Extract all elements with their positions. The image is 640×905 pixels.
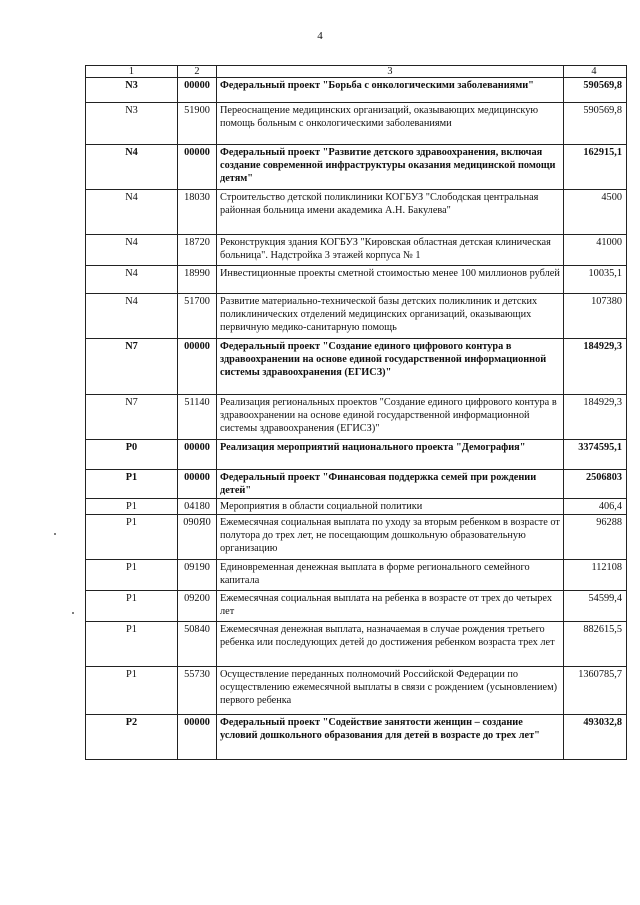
row-name-cell: Мероприятия в области социальной политики [217, 499, 564, 515]
table-row [86, 145, 627, 190]
row-subcode-cell: 51140 [178, 395, 217, 440]
row-code-cell: P1 [86, 515, 178, 560]
row-subcode-cell: 090Я0 [178, 515, 217, 560]
row-code-cell: N7 [86, 339, 178, 395]
row-subcode-cell: 00000 [178, 440, 217, 470]
table-row [86, 235, 627, 266]
row-subcode-cell: 51700 [178, 294, 217, 339]
row-amount-cell: 184929,3 [564, 395, 627, 440]
row-amount-cell: 112108 [564, 560, 627, 591]
row-name-cell: Ежемесячная денежная выплата, назначаемая в случае рождения третьего ребенка или последующих детей до достижения ребенком возраста трех лет [217, 622, 564, 667]
row-code-cell: P0 [86, 440, 178, 470]
table-row [86, 339, 627, 395]
row-name-cell: Переоснащение медицинских организаций, оказывающих медицинскую помощь больным с онкологическими заболеваниями [217, 103, 564, 145]
row-code-cell: N7 [86, 395, 178, 440]
row-amount-cell: 162915,1 [564, 145, 627, 190]
row-subcode-cell: 18720 [178, 235, 217, 266]
row-code-cell: P1 [86, 622, 178, 667]
scan-speck [54, 533, 56, 535]
table-row [86, 667, 627, 715]
row-amount-cell: 107380 [564, 294, 627, 339]
row-subcode-cell: 51900 [178, 103, 217, 145]
row-subcode-cell: 18030 [178, 190, 217, 235]
table-row [86, 266, 627, 294]
table-row [86, 190, 627, 235]
row-name-cell: Федеральный проект "Борьба с онкологическими заболеваниями" [217, 78, 564, 103]
table-row [86, 470, 627, 499]
row-amount-cell: 406,4 [564, 499, 627, 515]
row-amount-cell: 2506803 [564, 470, 627, 499]
row-amount-cell: 4500 [564, 190, 627, 235]
row-code-cell: N3 [86, 103, 178, 145]
row-name-cell: Федеральный проект "Создание единого цифрового контура в здравоохранении на основе единой государственной информационной системы здравоохранения (ЕГИСЗ)" [217, 339, 564, 395]
row-code-cell: P1 [86, 499, 178, 515]
table-row [86, 715, 627, 760]
table-row [86, 294, 627, 339]
column-header: 3 [217, 66, 564, 78]
row-code-cell: N4 [86, 190, 178, 235]
row-subcode-cell: 09190 [178, 560, 217, 591]
row-code-cell: P1 [86, 470, 178, 499]
row-subcode-cell: 00000 [178, 715, 217, 760]
row-amount-cell: 184929,3 [564, 339, 627, 395]
row-code-cell: N4 [86, 294, 178, 339]
row-amount-cell: 96288 [564, 515, 627, 560]
table-row [86, 622, 627, 667]
row-code-cell: N3 [86, 78, 178, 103]
table-row [86, 395, 627, 440]
row-subcode-cell: 50840 [178, 622, 217, 667]
row-name-cell: Ежемесячная социальная выплата по уходу за вторым ребенком в возрасте от полутора до трех лет, не посещающим дошкольную образовательную организацию [217, 515, 564, 560]
table-row [86, 103, 627, 145]
row-subcode-cell: 55730 [178, 667, 217, 715]
row-name-cell: Единовременная денежная выплата в форме регионального семейного капитала [217, 560, 564, 591]
row-name-cell: Ежемесячная социальная выплата на ребенка в возрасте от трех до четырех лет [217, 591, 564, 622]
row-code-cell: P1 [86, 667, 178, 715]
row-subcode-cell: 00000 [178, 470, 217, 499]
budget-table [85, 65, 627, 760]
row-subcode-cell: 00000 [178, 78, 217, 103]
row-code-cell: N4 [86, 266, 178, 294]
column-header: 1 [86, 66, 178, 78]
row-amount-cell: 882615,5 [564, 622, 627, 667]
row-amount-cell: 590569,8 [564, 103, 627, 145]
row-name-cell: Инвестиционные проекты сметной стоимостью менее 100 миллионов рублей [217, 266, 564, 294]
row-subcode-cell: 18990 [178, 266, 217, 294]
row-code-cell: N4 [86, 235, 178, 266]
row-name-cell: Развитие материально-технической базы детских поликлиник и детских поликлинических отделений медицинских организаций, оказывающих первичную медико-санитарную помощь [217, 294, 564, 339]
page-number: 4 [317, 30, 323, 42]
row-name-cell: Федеральный проект "Содействие занятости женщин – создание условий дошкольного образования для детей в возрасте до трех лет" [217, 715, 564, 760]
table-row [86, 515, 627, 560]
row-subcode-cell: 00000 [178, 339, 217, 395]
row-amount-cell: 54599,4 [564, 591, 627, 622]
row-name-cell: Федеральный проект "Финансовая поддержка семей при рождении детей" [217, 470, 564, 499]
row-amount-cell: 3374595,1 [564, 440, 627, 470]
row-amount-cell: 493032,8 [564, 715, 627, 760]
column-header: 2 [178, 66, 217, 78]
row-name-cell: Федеральный проект "Развитие детского здравоохранения, включая создание современной инфраструктуры оказания медицинской помощи детям" [217, 145, 564, 190]
row-code-cell: N4 [86, 145, 178, 190]
row-code-cell: P1 [86, 560, 178, 591]
row-amount-cell: 590569,8 [564, 78, 627, 103]
row-code-cell: P2 [86, 715, 178, 760]
row-subcode-cell: 00000 [178, 145, 217, 190]
row-name-cell: Осуществление переданных полномочий Российской Федерации по осуществлению ежемесячной выплаты в связи с рождением (усыновлением) первого ребенка [217, 667, 564, 715]
table-row [86, 440, 627, 470]
row-name-cell: Строительство детской поликлиники КОГБУЗ "Слободская центральная районная больница имени академика А.Н. Бакулева" [217, 190, 564, 235]
column-header: 4 [564, 66, 627, 78]
scan-speck [72, 612, 74, 614]
table-row [86, 78, 627, 103]
table-row [86, 560, 627, 591]
row-subcode-cell: 04180 [178, 499, 217, 515]
row-name-cell: Реконструкция здания КОГБУЗ "Кировская областная детская клиническая больница". Надстройка 3 этажей корпуса № 1 [217, 235, 564, 266]
row-name-cell: Реализация региональных проектов "Создание единого цифрового контура в здравоохранении на основе единой государственной информационной системы здравоохранения (ЕГИСЗ)" [217, 395, 564, 440]
table-row [86, 499, 627, 515]
row-amount-cell: 1360785,7 [564, 667, 627, 715]
row-code-cell: P1 [86, 591, 178, 622]
row-name-cell: Реализация мероприятий национального проекта "Демография" [217, 440, 564, 470]
table-header-row [86, 66, 627, 78]
table-row [86, 591, 627, 622]
row-amount-cell: 10035,1 [564, 266, 627, 294]
row-subcode-cell: 09200 [178, 591, 217, 622]
row-amount-cell: 41000 [564, 235, 627, 266]
